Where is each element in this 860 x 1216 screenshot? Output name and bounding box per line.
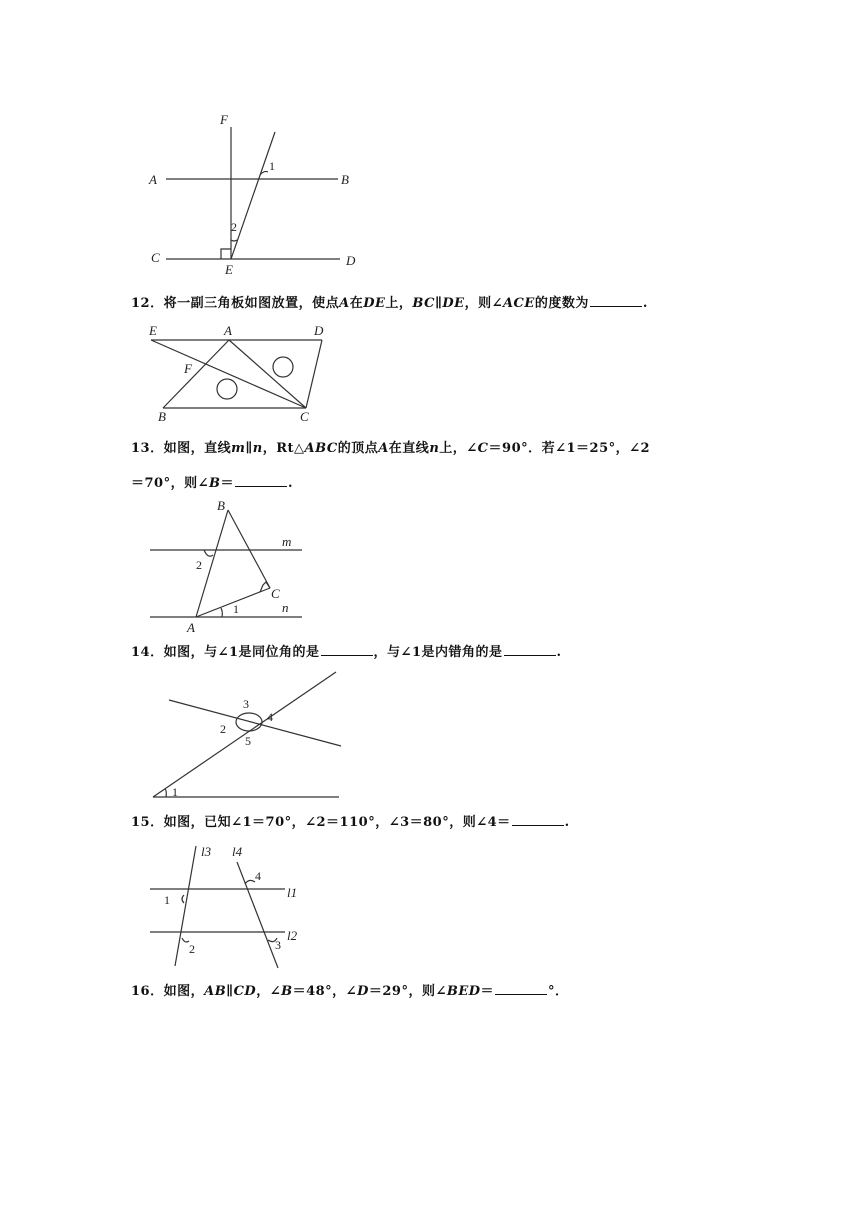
label-d: D — [314, 323, 324, 338]
label-angle-2: 2 — [220, 722, 226, 736]
label-angle-1: 1 — [233, 602, 239, 616]
label-n: n — [282, 600, 289, 615]
answer-blank-1[interactable] — [321, 641, 373, 656]
label-f: F — [184, 361, 192, 376]
answer-blank[interactable] — [235, 472, 287, 487]
label-b: B — [158, 409, 166, 424]
label-m: m — [282, 534, 292, 549]
label-angle-4: 4 — [267, 710, 273, 724]
angle-1-arc — [165, 789, 166, 797]
label-angle-5: 5 — [245, 734, 251, 748]
label-a: A — [224, 323, 232, 338]
slant-line — [231, 132, 275, 259]
question-13: 13．如图，直线m∥n，Rt△ABC的顶点A在直线n上，∠C＝90°．若∠1＝25°，∠2 — [131, 441, 651, 456]
label-l1: l1 — [287, 885, 298, 900]
figure-12 — [151, 340, 322, 408]
cross-line — [169, 700, 341, 746]
figure-11 — [166, 127, 340, 259]
label-angle-3: 3 — [243, 697, 249, 711]
angle-2-arc — [182, 938, 189, 942]
triangle-hole-2 — [217, 379, 237, 399]
label-a: A — [187, 620, 195, 635]
label-c: C — [271, 586, 280, 601]
question-number: 14． — [131, 645, 164, 660]
question-12: 12．将一副三角板如图放置，使点A在DE上，BC∥DE，则∠ACE的度数为 . — [131, 292, 648, 314]
question-15: 15．如图，已知∠1＝70°，∠2＝110°，∠3＝80°，则∠4＝ . — [131, 811, 570, 833]
angle-2-arc — [204, 550, 213, 556]
label-c: C — [300, 409, 309, 424]
line-ac — [229, 340, 306, 408]
label-l3: l3 — [201, 844, 212, 859]
question-number: 13． — [131, 441, 164, 456]
question-number: 12． — [131, 296, 164, 311]
label-angle-2: 2 — [231, 220, 237, 234]
label-angle-1: 1 — [164, 893, 170, 907]
triangle-hole-1 — [273, 357, 293, 377]
label-b: B — [341, 172, 349, 187]
angle-1-arc — [182, 895, 184, 903]
label-angle-2: 2 — [196, 558, 202, 572]
label-angle-4: 4 — [255, 869, 261, 883]
label-d: D — [346, 253, 356, 268]
answer-blank-2[interactable] — [504, 641, 556, 656]
question-number: 16． — [131, 984, 164, 999]
question-16: 16．如图，AB∥CD，∠B＝48°，∠D＝29°，则∠BED＝ °． — [131, 980, 569, 1002]
label-l2: l2 — [287, 928, 298, 943]
question-14: 14．如图，与∠1是同位角的是 ，与∠1是内错角的是 . — [131, 641, 562, 663]
label-e: E — [149, 323, 157, 338]
label-angle-2: 2 — [189, 942, 195, 956]
label-c: C — [151, 250, 160, 265]
question-number: 15． — [131, 815, 164, 830]
label-angle-3: 3 — [275, 938, 281, 952]
label-a: A — [149, 172, 157, 187]
answer-blank[interactable] — [512, 811, 564, 826]
question-13-line-2: ＝70°，则∠B＝ . — [131, 472, 293, 494]
answer-blank[interactable] — [495, 980, 547, 995]
label-angle-1: 1 — [172, 785, 178, 799]
answer-blank[interactable] — [590, 292, 642, 307]
label-angle-1: 1 — [269, 159, 275, 173]
label-l4: l4 — [232, 844, 243, 859]
right-angle-mark — [221, 249, 231, 259]
line-ec — [151, 340, 306, 408]
angle-2-arc — [231, 240, 237, 241]
side-bc — [228, 510, 270, 588]
line-dc — [306, 340, 322, 408]
angle-4-arc — [245, 880, 255, 884]
label-b: B — [217, 498, 225, 513]
angle-1-arc — [221, 608, 222, 617]
label-e: E — [225, 262, 233, 277]
label-f: F — [220, 112, 228, 127]
figure-15 — [150, 846, 285, 968]
